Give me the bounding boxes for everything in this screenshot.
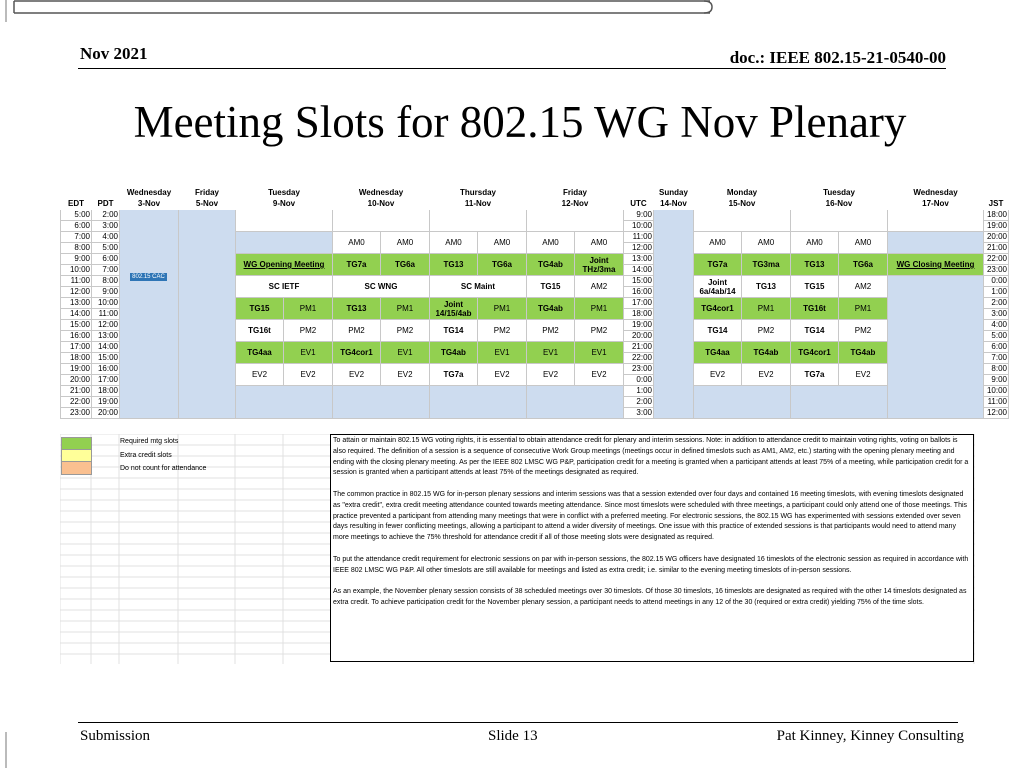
pdt-time: 18:00 [92, 386, 120, 397]
legend-nocount-label: Do not count for attendance [120, 465, 207, 472]
meeting-cell: TG13 [791, 254, 839, 276]
legend-swatch-nocount [61, 461, 92, 475]
utc-time: 22:00 [624, 353, 654, 364]
meeting-cell: TG15 [527, 276, 575, 298]
meeting-cell: EV2 [694, 364, 742, 386]
pdt-time: 9:00 [92, 287, 120, 298]
attendance-notes [330, 434, 974, 662]
meeting-cell: PM2 [381, 320, 430, 342]
edt-time: 20:00 [61, 375, 92, 386]
jst-time: 7:00 [984, 353, 1009, 364]
utc-time: 20:00 [624, 331, 654, 342]
meeting-cell: TG16t [791, 298, 839, 320]
pdt-time: 15:00 [92, 353, 120, 364]
edt-time: 5:00 [61, 210, 92, 221]
pdt-time: 17:00 [92, 375, 120, 386]
meeting-cell: EV1 [478, 342, 527, 364]
jst-time: 2:00 [984, 298, 1009, 309]
utc-time: 11:00 [624, 232, 654, 243]
pdt-time: 2:00 [92, 210, 120, 221]
cac-label [121, 265, 176, 283]
meeting-cell: PM2 [284, 320, 333, 342]
meeting-cell: TG4aa [236, 342, 284, 364]
edt-time: 16:00 [61, 331, 92, 342]
jst-time: 0:00 [984, 276, 1009, 287]
edt-time: 15:00 [61, 320, 92, 331]
empty-slot [694, 210, 791, 232]
footer-submission: Submission [80, 728, 151, 744]
meeting-cell: TG7a [430, 364, 478, 386]
meeting-cell: TG15 [236, 298, 284, 320]
meeting-cell: EV2 [236, 364, 284, 386]
edt-time: 23:00 [61, 408, 92, 419]
meeting-cell: AM0 [742, 232, 791, 254]
meeting-cell: TG7a [791, 364, 839, 386]
meeting-cell: TG6a [839, 254, 888, 276]
day-label: Wednesday [333, 188, 430, 199]
pdt-time: 6:00 [92, 254, 120, 265]
edt-header: EDT [61, 199, 92, 210]
meeting-cell: AM2 [575, 276, 624, 298]
meeting-cell: TG4cor1 [694, 298, 742, 320]
header-date: Nov 2021 [80, 44, 148, 63]
edt-time: 13:00 [61, 298, 92, 309]
schedule-table [60, 187, 1009, 419]
pdt-time: 19:00 [92, 397, 120, 408]
empty-slot [791, 210, 888, 232]
day-label: Thursday [430, 188, 527, 199]
empty-slot [236, 210, 333, 232]
wg-closing-meeting: WG Closing Meeting [888, 254, 984, 276]
day-label: Monday [694, 188, 791, 199]
jst-time: 1:00 [984, 287, 1009, 298]
meeting-cell: TG13 [333, 298, 381, 320]
utc-time: 15:00 [624, 276, 654, 287]
pdt-time: 11:00 [92, 309, 120, 320]
date-label: 9-Nov [236, 199, 333, 210]
meeting-cell: EV1 [381, 342, 430, 364]
empty-slot [527, 386, 624, 419]
meeting-cell: TG6a [478, 254, 527, 276]
empty-slot [527, 210, 624, 232]
utc-time: 18:00 [624, 309, 654, 320]
empty-slot [888, 276, 984, 419]
utc-time: 17:00 [624, 298, 654, 309]
meeting-cell: AM0 [430, 232, 478, 254]
edt-time: 12:00 [61, 287, 92, 298]
date-label: 12-Nov [527, 199, 624, 210]
joint-14-meeting: Joint 14/15/4ab [430, 298, 478, 320]
joint-thz-meeting: Joint THz/3ma [575, 254, 624, 276]
empty-slot [236, 386, 333, 419]
meeting-cell: PM1 [575, 298, 624, 320]
time-row [61, 210, 1009, 221]
meeting-cell: AM0 [575, 232, 624, 254]
header-rule [78, 68, 946, 69]
meeting-cell: TG6a [381, 254, 430, 276]
edt-time: 9:00 [61, 254, 92, 265]
utc-time: 12:00 [624, 243, 654, 254]
footer-author: Pat Kinney, Kinney Consulting [776, 728, 964, 744]
slide-title: Meeting Slots for 802.15 WG Nov Plenary [133, 97, 907, 147]
pdt-time: 14:00 [92, 342, 120, 353]
empty-slot [888, 232, 984, 254]
meeting-cell: TG4aa [694, 342, 742, 364]
meeting-cell: AM0 [333, 232, 381, 254]
utc-time: 2:00 [624, 397, 654, 408]
meeting-cell: AM0 [527, 232, 575, 254]
meeting-cell: PM2 [333, 320, 381, 342]
jst-header: JST [984, 199, 1009, 210]
meeting-cell: PM1 [478, 298, 527, 320]
meeting-cell: TG4cor1 [791, 342, 839, 364]
cac-badge: 802.15 CAC [132, 274, 165, 280]
joint-6a-meeting: Joint 6a/4ab/14 [694, 276, 742, 298]
meeting-cell: PM1 [839, 298, 888, 320]
edt-time: 19:00 [61, 364, 92, 375]
meeting-cell: EV2 [742, 364, 791, 386]
meeting-cell: TG4ab [527, 298, 575, 320]
jst-time: 19:00 [984, 221, 1009, 232]
meeting-cell: PM2 [575, 320, 624, 342]
utc-time: 14:00 [624, 265, 654, 276]
jst-time: 9:00 [984, 375, 1009, 386]
meeting-cell: PM1 [284, 298, 333, 320]
date-header-row [61, 199, 1009, 210]
meeting-cell: SC IETF [236, 276, 333, 298]
pdt-time: 16:00 [92, 364, 120, 375]
empty-slot [888, 210, 984, 232]
day-label: Friday [527, 188, 624, 199]
meeting-cell: AM0 [791, 232, 839, 254]
footer-slide-number: Slide 13 [488, 728, 538, 744]
meeting-cell: TG13 [742, 276, 791, 298]
jst-time: 5:00 [984, 331, 1009, 342]
meeting-cell: TG13 [430, 254, 478, 276]
utc-time: 16:00 [624, 287, 654, 298]
legend-extra-label: Extra credit slots [120, 452, 172, 459]
legend-required-label: Required mtg slots [120, 438, 179, 445]
edt-time: 6:00 [61, 221, 92, 232]
day-header-row [61, 188, 1009, 199]
utc-time: 3:00 [624, 408, 654, 419]
meeting-cell: PM1 [381, 298, 430, 320]
header-doc-number: doc.: IEEE 802.15-21-0540-00 [729, 48, 946, 67]
slide-top-frame [0, 0, 1024, 22]
meeting-cell: PM2 [478, 320, 527, 342]
notes-paragraph: As an example, the November plenary session consists of 38 scheduled meetings over 30 timeslots. Of those 30 timeslots, 16 timeslots are designated as required with the other 14 timeslots designated as extra credit. To achieve participation credit for the November plenary session, a participant needs to attend meetings in any 12 of the 30 (required or extra credit) yielding 75% of the time slots. [333, 588, 967, 606]
meeting-cell: TG14 [791, 320, 839, 342]
day-label: Tuesday [791, 188, 888, 199]
utc-time: 0:00 [624, 375, 654, 386]
cac-column [120, 210, 179, 419]
jst-time: 12:00 [984, 408, 1009, 419]
jst-time: 22:00 [984, 254, 1009, 265]
pdt-time: 7:00 [92, 265, 120, 276]
empty-slot [333, 210, 430, 232]
utc-time: 1:00 [624, 386, 654, 397]
wg-opening-meeting: WG Opening Meeting [236, 254, 333, 276]
day-label: Wednesday [120, 188, 179, 199]
meeting-cell: EV2 [284, 364, 333, 386]
pdt-time: 10:00 [92, 298, 120, 309]
meeting-cell: PM1 [742, 298, 791, 320]
meeting-cell: TG14 [430, 320, 478, 342]
meeting-cell: EV2 [333, 364, 381, 386]
date-label: 17-Nov [888, 199, 984, 210]
meeting-cell: SC WNG [333, 276, 430, 298]
utc-time: 23:00 [624, 364, 654, 375]
day-label: Wednesday [888, 188, 984, 199]
empty-slot [430, 386, 527, 419]
meeting-cell: PM2 [527, 320, 575, 342]
jst-time: 11:00 [984, 397, 1009, 408]
meeting-cell: TG15 [791, 276, 839, 298]
meeting-cell: TG14 [694, 320, 742, 342]
blank-day-column [654, 210, 694, 419]
meeting-cell: EV2 [527, 364, 575, 386]
empty-slot [236, 232, 333, 254]
meeting-cell: PM2 [742, 320, 791, 342]
date-label: 3-Nov [120, 199, 179, 210]
jst-time: 4:00 [984, 320, 1009, 331]
notes-paragraph: The common practice in 802.15 WG for in-person plenary sessions and interim sessions was that a session extended over four days and contained 16 meeting timeslots, with evening timeslots designated as "extra credit", extra credit meeting attendance counted towards meeting attendance. Since most timeslots were scheduled with three meetings, a participant could only attend one of those meetings. This practice prevented a participant from attending many meetings that were in conflict with a preferred meeting. For electronic sessions, the 802.15 WG has experimented with sessions extended over seven days resulting in fewer conflicting meetings, allowing a participant to attend a wider diversity of meetings. One issue with this practice of extended sessions is that participants would need to attend many more meetings to achieve the 75% threshold for attendance credit if all of those meeting slots were designated as required. [333, 490, 968, 542]
utc-time: 10:00 [624, 221, 654, 232]
meeting-cell: TG16t [236, 320, 284, 342]
meeting-cell: TG4cor1 [333, 342, 381, 364]
utc-time: 21:00 [624, 342, 654, 353]
meeting-cell: TG4ab [527, 254, 575, 276]
slide-bottom-frame [0, 732, 10, 768]
empty-slot [694, 386, 791, 419]
edt-time: 18:00 [61, 353, 92, 364]
meeting-cell: AM0 [694, 232, 742, 254]
edt-time: 14:00 [61, 309, 92, 320]
date-label: 10-Nov [333, 199, 430, 210]
meeting-cell: TG4ab [839, 342, 888, 364]
edt-time: 10:00 [61, 265, 92, 276]
meeting-cell: TG4ab [430, 342, 478, 364]
edt-time: 7:00 [61, 232, 92, 243]
jst-time: 21:00 [984, 243, 1009, 254]
edt-time: 21:00 [61, 386, 92, 397]
edt-time: 17:00 [61, 342, 92, 353]
jst-time: 10:00 [984, 386, 1009, 397]
pdt-time: 3:00 [92, 221, 120, 232]
meeting-cell: TG7a [694, 254, 742, 276]
meeting-cell: EV2 [381, 364, 430, 386]
date-label: 15-Nov [694, 199, 791, 210]
pdt-header: PDT [92, 199, 120, 210]
empty-slot [333, 386, 430, 419]
edt-time: 22:00 [61, 397, 92, 408]
pdt-time: 8:00 [92, 276, 120, 287]
meeting-cell: TG4ab [742, 342, 791, 364]
jst-time: 6:00 [984, 342, 1009, 353]
date-label: 14-Nov [654, 199, 694, 210]
utc-time: 13:00 [624, 254, 654, 265]
meeting-cell: EV2 [575, 364, 624, 386]
meeting-cell: AM0 [478, 232, 527, 254]
jst-time: 23:00 [984, 265, 1009, 276]
notes-paragraph: To attain or maintain 802.15 WG voting rights, it is essential to obtain attendance credit for plenary and interim sessions. Note: in addition to attendance credit to maintain voting rights, voting on ballots is also required. The definition of a session is a sequence of consecutive Work Group meetings (meetings occur in defined timeslots such as AM1, AM2, etc.) starting with the opening plenary meeting and ending with the closing plenary meeting. As per the IEEE 802 LMSC WG P&P, participation credit for a meeting is granted when a participant attends at least 75% of a meeting, while participation credit for a session is granted when a participant attends at least 75% of the meetings designated as required. [333, 437, 969, 477]
meeting-cell: AM0 [381, 232, 430, 254]
date-label: 5-Nov [179, 199, 236, 210]
date-label: 11-Nov [430, 199, 527, 210]
pdt-time: 4:00 [92, 232, 120, 243]
empty-slot [430, 210, 527, 232]
meeting-cell: TG3ma [742, 254, 791, 276]
utc-time: 9:00 [624, 210, 654, 221]
meeting-cell: EV1 [284, 342, 333, 364]
empty-slot [791, 386, 888, 419]
day-label: Sunday [654, 188, 694, 199]
edt-time: 8:00 [61, 243, 92, 254]
pdt-time: 12:00 [92, 320, 120, 331]
utc-time: 19:00 [624, 320, 654, 331]
pdt-time: 5:00 [92, 243, 120, 254]
jst-time: 18:00 [984, 210, 1009, 221]
date-label: 16-Nov [791, 199, 888, 210]
jst-time: 8:00 [984, 364, 1009, 375]
meeting-cell: EV1 [575, 342, 624, 364]
footer-rule [78, 722, 958, 723]
meeting-cell: AM0 [839, 232, 888, 254]
pdt-time: 20:00 [92, 408, 120, 419]
meeting-cell: PM2 [839, 320, 888, 342]
meeting-cell: SC Maint [430, 276, 527, 298]
pdt-time: 13:00 [92, 331, 120, 342]
meeting-cell: EV1 [527, 342, 575, 364]
jst-time: 20:00 [984, 232, 1009, 243]
edt-time: 11:00 [61, 276, 92, 287]
blank-day-column [179, 210, 236, 419]
jst-time: 3:00 [984, 309, 1009, 320]
notes-paragraph: To put the attendance credit requirement for electronic sessions on par with in-person sessions, the 802.15 WG officers have designated 16 timeslots of the electronic session as required in accordance with IEEE 802 LMSC WG P&P. All other timeslots are still available for meetings and listed as extra credit; i.e. similar to the evening meeting timeslots of in-person sessions. [333, 555, 969, 574]
meeting-cell: AM2 [839, 276, 888, 298]
day-label: Friday [179, 188, 236, 199]
day-label: Tuesday [236, 188, 333, 199]
meeting-cell: TG7a [333, 254, 381, 276]
meeting-cell: EV2 [839, 364, 888, 386]
utc-header: UTC [624, 199, 654, 210]
meeting-cell: EV2 [478, 364, 527, 386]
